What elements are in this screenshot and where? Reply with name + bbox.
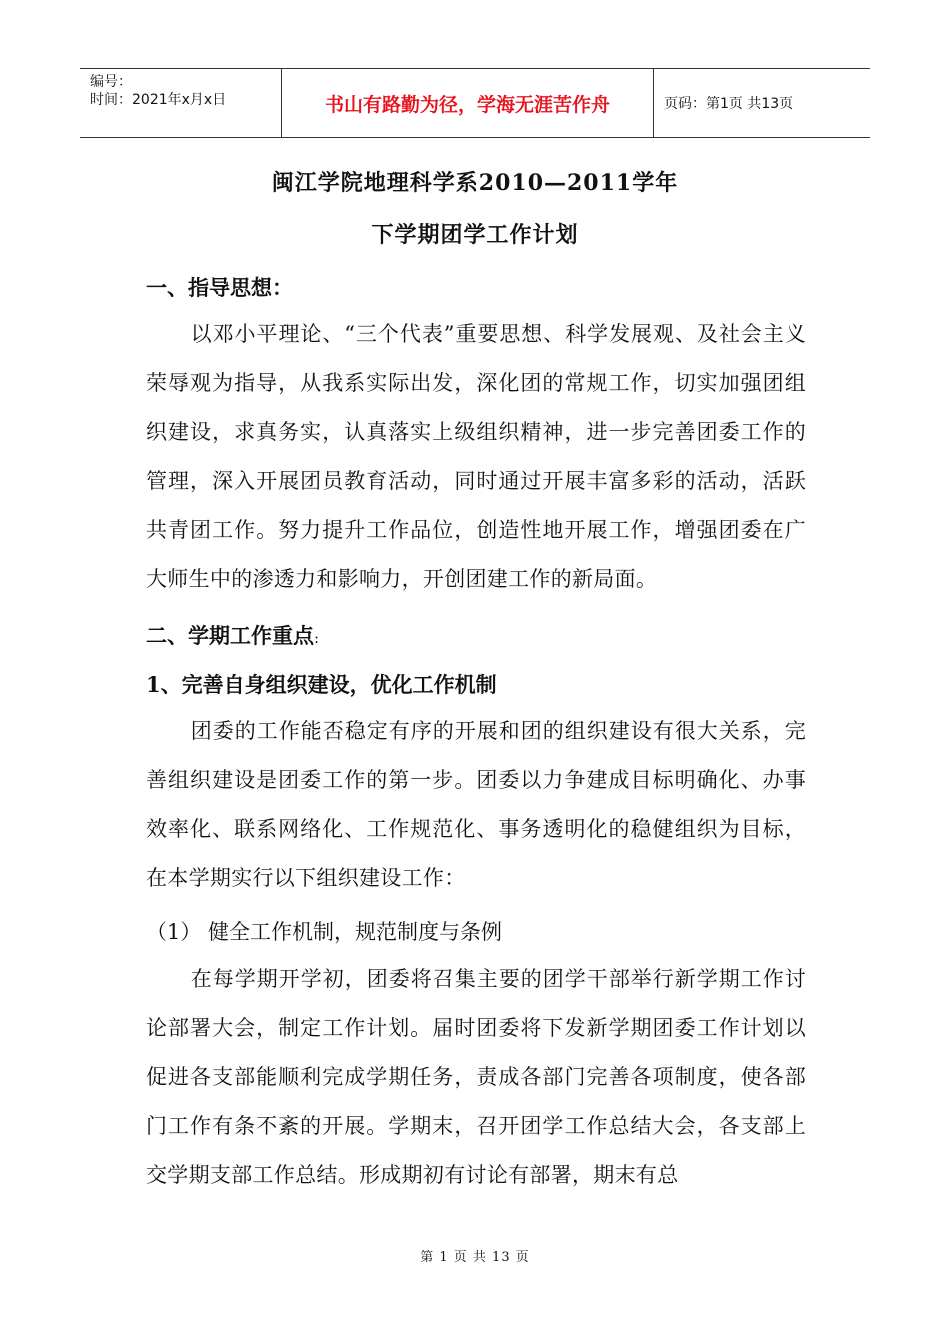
- section1-paragraph: [146, 310, 806, 604]
- section2-heading: [146, 620, 319, 650]
- sub1-paragraph: [146, 955, 806, 1200]
- sub1-heading: （1） 健全工作机制，规范制度与条例: [146, 920, 503, 944]
- document-header: [80, 68, 870, 138]
- item1-body: 团委的工作能否稳定有序的开展和团的组织建设有很大关系，完善组织建设是团委工作的第一步。团委以力争建成目标明确化、办事效率化、联系网络化、工作规范化、事务透明化的稳健组织为目标，在本学期实行以下组织建设工作：: [146, 719, 806, 890]
- number-label: 编号：: [90, 74, 132, 90]
- document-title-line1: 闽江学院地理科学系2010—2011学年: [271, 170, 679, 196]
- item1-paragraph: [146, 707, 806, 903]
- document-title-line2: 下学期团学工作计划: [371, 222, 579, 248]
- page-footer: 第 1 页 共 13 页: [420, 1250, 530, 1265]
- header-meta: [80, 69, 282, 137]
- sub1-body: 在每学期开学初，团委将召集主要的团学干部举行新学期工作讨论部署大会，制定工作计划。届时团委将下发新学期团委工作计划以促进各支部能顺利完成学期任务，责成各部门完善各项制度，使各部门工作有条不紊的开展。学期末，召开团学工作总结大会，各支部上交学期支部工作总结。形成期初有讨论有部署，期末有总: [146, 967, 806, 1187]
- section2-heading-text: 二、学期工作重点: [146, 623, 314, 648]
- header-page-info: 页码：第1页 共13页: [664, 96, 794, 112]
- section1-body: 以邓小平理论、“三个代表”重要思想、科学发展观、及社会主义荣辱观为指导，从我系实际出发，深化团的常规工作，切实加强团组织建设，求真务实，认真落实上级组织精神，进一步完善团委工作的管理，深入开展团员教育活动，同时通过开展丰富多彩的活动，活跃共青团工作。努力提升工作品位，创造性地开展工作，增强团委在广大师生中的渗透力和影响力，开创团建工作的新局面。: [146, 322, 806, 591]
- section1-heading: 一、指导思想：: [146, 275, 293, 300]
- header-motto: 书山有路勤为径，学海无涯苦作舟: [282, 69, 654, 137]
- item1-heading: 1、完善自身组织建设，优化工作机制: [146, 672, 497, 697]
- section2-heading-colon: :: [314, 629, 320, 647]
- time-label: 时间：2021年x月x日: [90, 92, 227, 108]
